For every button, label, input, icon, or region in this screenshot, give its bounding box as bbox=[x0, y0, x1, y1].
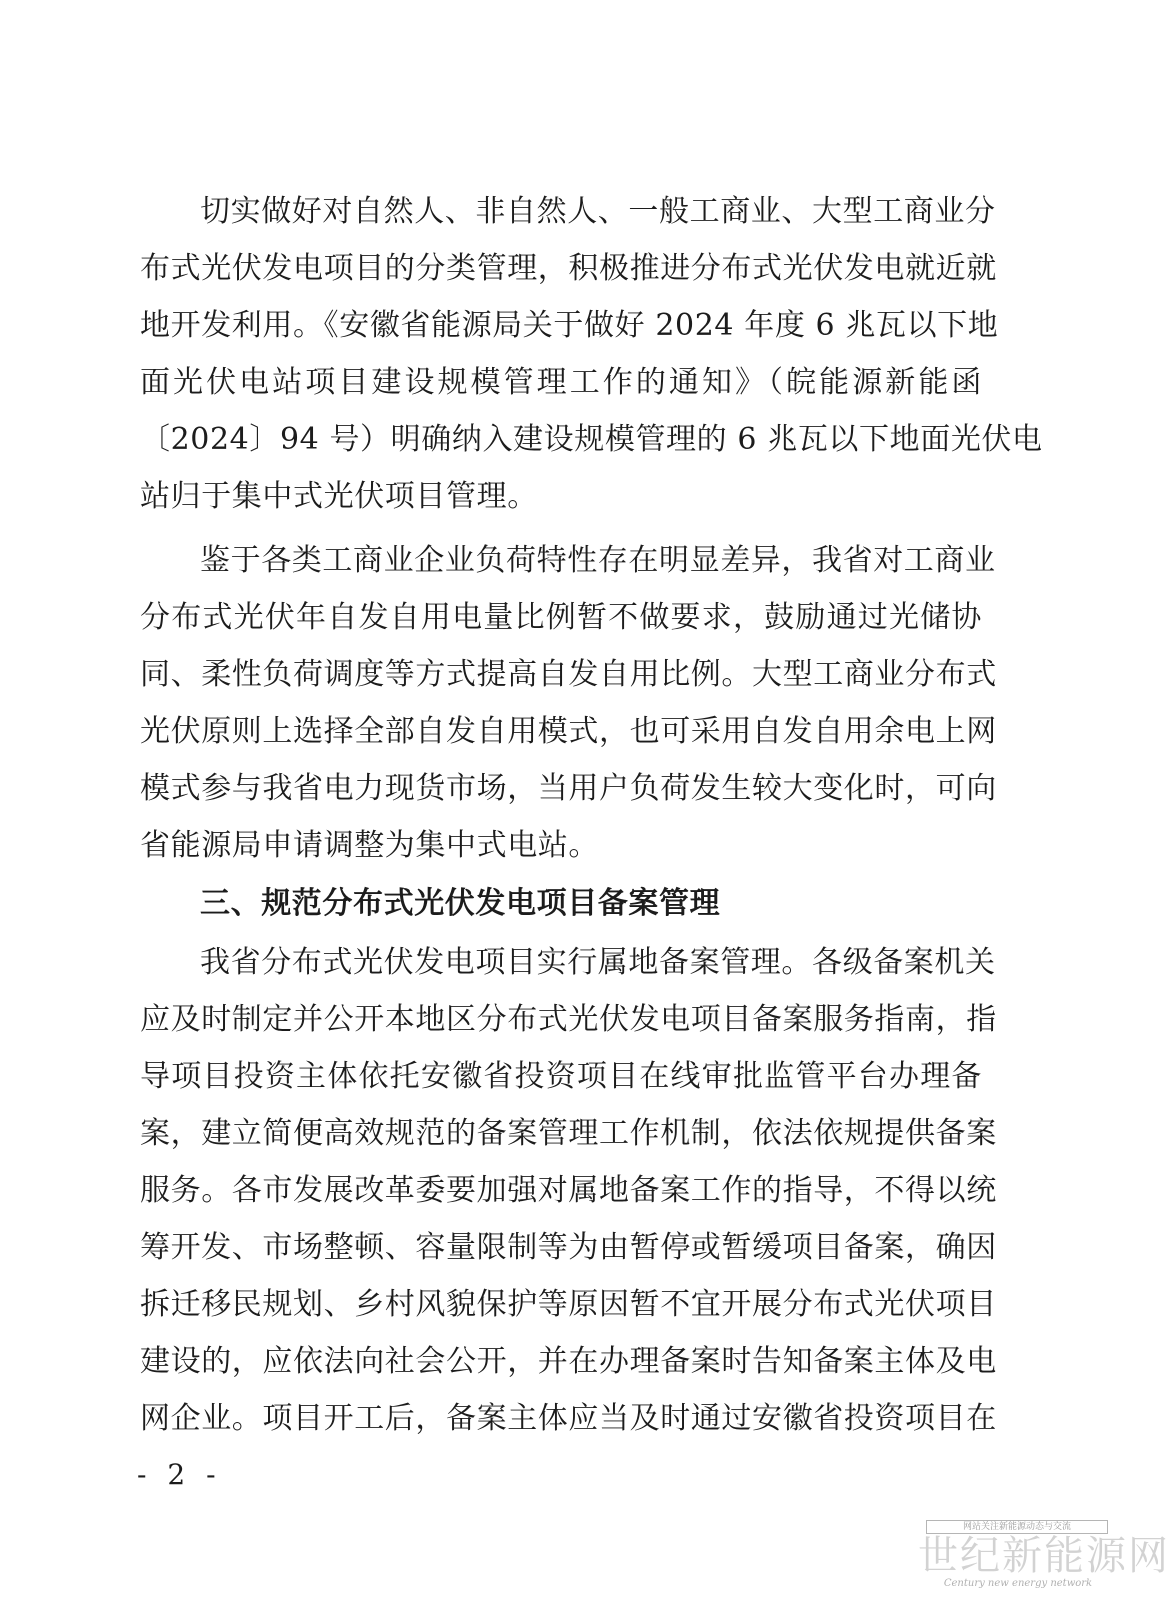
page-number: - 2 - bbox=[137, 1458, 222, 1491]
text-line: 光伏原则上选择全部自发自用模式，也可采用自发自用余电上网 bbox=[140, 714, 997, 749]
text-line: 建设的，应依法向社会公开，并在办理备案时告知备案主体及电 bbox=[140, 1344, 997, 1379]
text-line: 案，建立简便高效规范的备案管理工作机制，依法依规提供备案 bbox=[140, 1116, 997, 1151]
text-line: 站归于集中式光伏项目管理。 bbox=[140, 479, 538, 514]
paragraph-3 bbox=[140, 934, 997, 1447]
text-line: 应及时制定并公开本地区分布式光伏发电项目备案服务指南，指 bbox=[140, 1002, 997, 1037]
paragraph-2 bbox=[140, 532, 997, 874]
watermark bbox=[918, 1520, 1170, 1592]
text-line: 我省分布式光伏发电项目实行属地备案管理。各级备案机关 bbox=[200, 945, 996, 980]
text-line: 同、柔性负荷调度等方式提高自发自用比例。大型工商业分布式 bbox=[140, 657, 997, 692]
watermark-logo-text: 世纪新能源网 bbox=[918, 1533, 1170, 1579]
text-line: 省能源局申请调整为集中式电站。 bbox=[140, 828, 599, 863]
text-line: 服务。各市发展改革委要加强对属地备案工作的指导，不得以统 bbox=[140, 1173, 997, 1208]
text-line: 面光伏电站项目建设规模管理工作的通知》（皖能源新能函 bbox=[140, 365, 982, 400]
section-heading: 三、规范分布式光伏发电项目备案管理 bbox=[200, 886, 721, 921]
watermark-subtitle: Century new energy network bbox=[943, 1578, 1093, 1589]
text-line: 布式光伏发电项目的分类管理，积极推进分布式光伏发电就近就 bbox=[140, 251, 997, 286]
document-body bbox=[140, 183, 1043, 1447]
text-line: 网企业。项目开工后，备案主体应当及时通过安徽省投资项目在 bbox=[140, 1401, 997, 1436]
text-line: 分布式光伏年自发自用电量比例暂不做要求，鼓励通过光储协 bbox=[140, 600, 982, 635]
watermark-caption: 网站关注新能源动态与交流 bbox=[926, 1520, 1108, 1534]
text-line: 模式参与我省电力现货市场，当用户负荷发生较大变化时，可向 bbox=[140, 771, 997, 806]
text-line: 〔2024〕94 号）明确纳入建设规模管理的 6 兆瓦以下地面光伏电 bbox=[140, 422, 1043, 457]
text-line: 切实做好对自然人、非自然人、一般工商业、大型工商业分 bbox=[200, 194, 996, 229]
text-line: 鉴于各类工商业企业负荷特性存在明显差异，我省对工商业 bbox=[200, 543, 996, 578]
text-line: 导项目投资主体依托安徽省投资项目在线审批监管平台办理备 bbox=[140, 1059, 982, 1094]
paragraph-1 bbox=[140, 183, 1043, 525]
text-line: 筹开发、市场整顿、容量限制等为由暂停或暂缓项目备案，确因 bbox=[140, 1230, 997, 1265]
text-line: 地开发利用。《安徽省能源局关于做好 2024 年度 6 兆瓦以下地 bbox=[140, 308, 999, 343]
text-line: 拆迁移民规划、乡村风貌保护等原因暂不宜开展分布式光伏项目 bbox=[140, 1287, 997, 1322]
